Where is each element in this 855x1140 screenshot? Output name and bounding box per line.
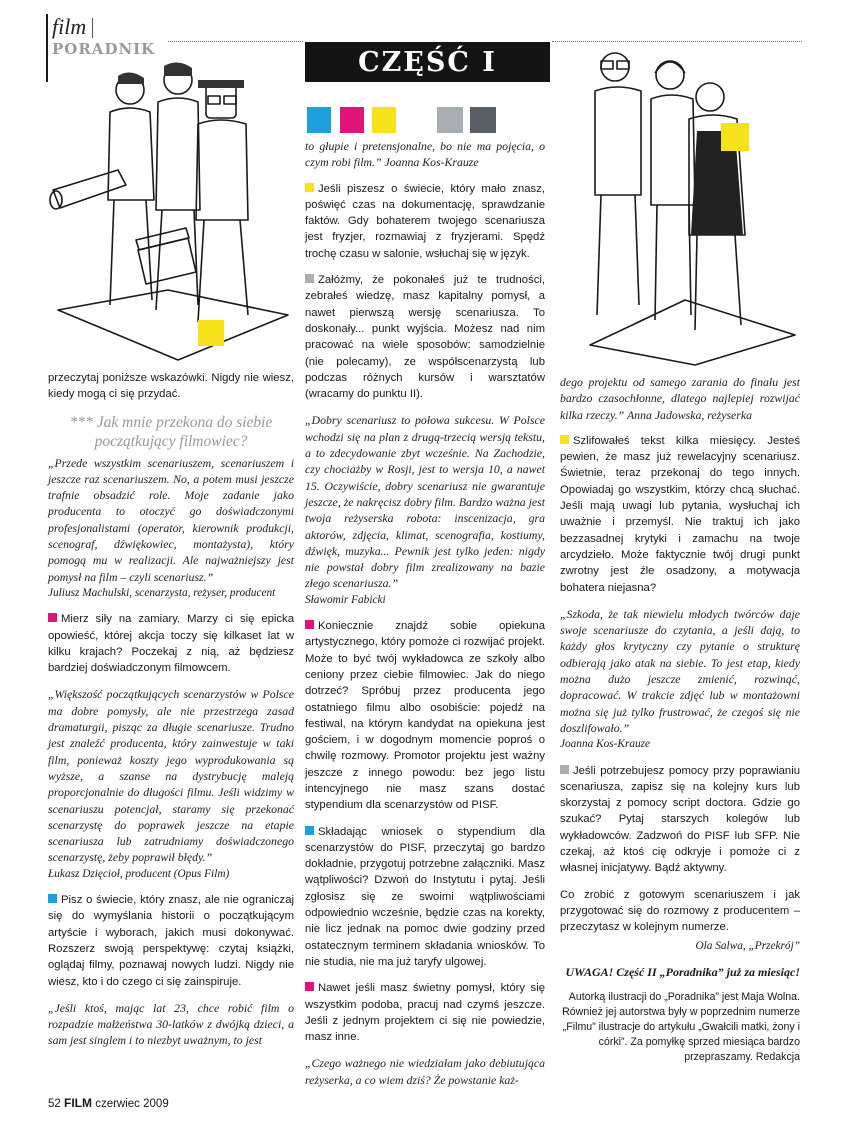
quote: „Przede wszystkim scenariuszem, scenariuszem i jeszcze raz scenariuszem. No, a potem musi jeszcze trafnie obsadzić role. Moje zadanie jako producenta to otoczyć go doświadczonymi profesjonalistami (operator, kierownik produkcji, scenograf, dźwiękowiec, montażysta), który pomogą mu w realizacji. Ale najważniejszy jest pomysł na film – czyli scenariusz.” <box>48 455 294 584</box>
quote-signature: Juliusz Machulski, scenarzysta, reżyser, producent <box>48 586 276 599</box>
swatch-yellow <box>372 107 396 133</box>
paragraph: Mierz siły na zamiary. Marzy ci się epicka opowieść, której akcja toczy się kilkaset lat w kilku krajach? Poczekaj z nią, aż będziesz bardziej doświadczonym filmowcem. <box>48 613 294 675</box>
grey-bullet-icon <box>305 274 314 283</box>
quote-signature: Joanna Kos-Krauze <box>560 738 651 751</box>
swatch-grey-dark <box>470 107 496 133</box>
swatch-magenta <box>340 107 364 133</box>
yellow-bullet-icon <box>560 435 569 444</box>
quote-continued: dego projektu od samego zarania do finału jest bardzo czasochłonne, dlatego najlepiej rozwijać kilka rzeczy.” <box>560 375 800 422</box>
swatch-cyan <box>307 107 331 133</box>
yellow-marker <box>721 123 749 151</box>
swatch-grey-light <box>437 107 463 133</box>
column-middle <box>305 138 545 1098</box>
paragraph: Pisz o świecie, który znasz, ale nie ograniczaj się do wymyślania historii o początkującym artyście i wyborach, jakich musi dokonywać. Rozszerz swoją perspektywę: czytaj książki, oglądaj filmy, poznawaj nowych ludzi. Nigdy nie wiesz, kto i do czego ci się zainspiruje. <box>48 894 294 988</box>
quote: „Jeśli ktoś, mając lat 23, chce robić film o rozpadzie małżeństwa 30-latków z dwójką dzieci, a sam jest singlem i to niezbyt uważnym, to jest <box>48 1000 294 1048</box>
yellow-bullet-icon <box>305 183 314 192</box>
quote: „Szkoda, że tak niewielu młodych twórców daje swoje scenariusze do czytania, a jeśli dają, to każdy głos krytyczny czy pytanie o strukturę odbierają jako atak na siebie. To jest etap, kiedy można dużo jeszcze zmienić, rozwinąć, dopracować. W trakcie zdjęć lub w montażowni można się już tylko frustrować, że czegoś się nie doszlifowało.” <box>560 606 800 735</box>
quote: „Większość początkujących scenarzystów w Polsce ma dobre pomysły, ale nie przestrzega zasad dramaturgii, pisząc za długie scenariusze. Trudno jest znaleźć producenta, który zainwestuje w taki film, ponieważ koszty jego wyprodukowania są wyższe, a szanse na dystrybucję maleją proporcjonalnie do długości filmu. Jeśli widzimy w scenariuszu potencjał, staramy się przekonać scenarzystę do poprawek jeszcze na etapie scenariusza lub zatrudniamy doświadczonego scenarzystę, żeby poprawił błędy.” <box>48 687 294 865</box>
floor-sheet-shape <box>590 300 795 365</box>
paragraph: Szlifowałeś tekst kilka miesięcy. Jesteś pewien, że masz już rewelacyjny scenariusz. Świetnie, teraz przekonaj do tego innych. Opowiadaj go wszystkim, którzy chcą słuchać. Jeśli mają uwagi lub pytania, wysłuchaj ich uważnie i przemyśl. Nie traktuj ich jako bezzasadnej krytyki i zamachu na twoje arcydzieło. Może faktycznie twój drugi punkt zwrotny jest źle osadzony, a motywacja bohatera niejasna? <box>560 434 800 594</box>
illustration-credit: Autorką ilustracji do „Poradnika” jest Maja Wolna. Również jej autorstwa były w poprzednim numerze „Filmu” ilustracje do artykułu „Gwałcili matki, żony i córki”. Za pomyłkę sprzed miesiąca bardzo przepraszamy. Redakcja <box>562 991 800 1064</box>
section-label: film <box>52 14 87 39</box>
section-divider <box>92 18 93 38</box>
paragraph: Załóżmy, że pokonałeś już te trudności, zebrałeś wiedzę, masz kapitalny pomysł, a nawet pierwszą wersję scenariusza. To doskonały... punkt wyjścia. Możesz nad nim pracować na wiele sposobów: samodzielnie (nie polecamy), ze współscenarzystą lub podczas różnych kursów i warsztatów (wracamy do punktu II). <box>305 274 545 401</box>
quote-signature: Łukasz Dzięcioł, producent (Opus Film) <box>48 867 230 880</box>
magenta-bullet-icon <box>305 620 314 629</box>
header-dotted-line <box>552 41 802 42</box>
quote-continued: to głupie i pretensjonalne, bo nie ma pojęcia, o czym robi film.” <box>305 139 545 170</box>
paragraph: Jeśli potrzebujesz pomocy przy poprawianiu scenariusza, zapisz się na kolejny kurs lub skorzystaj z pomocy script doctora. Gdzie go szukać? Pytaj starszych kolegów lub wykładowców. Zadzwoń do PISF lub SFP. Nie czekaj, aż ktoś cię odkryje i pomoże ci z własnej inicjatywy. Bądź aktywny. <box>560 764 800 875</box>
cyan-bullet-icon <box>305 826 314 835</box>
column-right <box>560 374 800 1075</box>
magazine-name: FILM <box>64 1096 92 1110</box>
cyan-bullet-icon <box>48 894 57 903</box>
column-left <box>48 370 294 1059</box>
quote-signature: Sławomir Fabicki <box>305 593 386 606</box>
paragraph: Koniecznie znajdź sobie opiekuna artystycznego, który pomoże ci rozwijać projekt. Może to być twój wykładowca ze szkoły albo ceniony przez ciebie filmowiec. Jak do niego dotrzeć? Spróbuj przez producenta jego ostatniego filmu albo osobiście: pojedź na festiwal, na którym kandydat na opiekuna jest gościem, i w dogodnym momencie poproś o chwilę rozmowy. Promotor projektu jest ważny jeszcze z innego powodu: bez jego listu intencyjnego nie masz szans dostać stypendium dla scenarzystów od PISF. <box>305 620 545 812</box>
paragraph: Co zrobić z gotowym scenariuszem i jak przygotować się do rozmowy z producentem – przeczytasz w kolejnym numerze. <box>560 888 800 934</box>
magenta-bullet-icon <box>305 982 314 991</box>
quote-signature: Anna Jadowska, reżyserka <box>626 407 753 422</box>
author-signature: Ola Salwa, „Przekrój” <box>695 939 800 952</box>
grey-bullet-icon <box>560 765 569 774</box>
header-dotted-line <box>168 41 303 42</box>
intro-text: przeczytaj poniższe wskazówki. Nigdy nie wiesz, kiedy mogą ci się przydać. <box>48 372 294 401</box>
section-name: PORADNIK <box>52 40 156 58</box>
quote: „Dobry scenariusz to połowa sukcesu. W Polsce wchodzi się na plan z drugą-trzecią wersją tekstu, a to zdecydowanie zbyt wcześnie. Na Zachodzie, czy chociażby w Rosji, jest to wersja 10, a nawet 15. Oczywiście, dobry scenariusz nie gwarantuje jeszcze, że nakręcisz dobry film. Bardzo ważna jest twoja reżyserska robota: inscenizacja, gra aktorów, zdjęcia, klimat, scenografia, kostiumy, dźwięk, muzyka... Pewnik jest tylko jeden: nigdy nie powstał dobry film zrealizowany na bazie złego scenariusza.” <box>305 413 545 591</box>
paragraph: Nawet jeśli masz świetny pomysł, który się wszystkim podoba, pracuj nad czymś jeszcze. Jeśli z jednym projektem ci się nie powiedzie, masz inne. <box>305 982 545 1044</box>
quote: „Czego ważnego nie wiedziałam jako debiutująca reżyserka, a co wiem dziś? Że powstanie każ- <box>305 1056 545 1087</box>
page-number: 52 <box>48 1098 61 1110</box>
issue-date: czerwiec 2009 <box>95 1098 169 1110</box>
next-issue-notice: UWAGA! Część II „Poradnika” już za miesiąc! <box>565 964 800 979</box>
floor-sheet-shape <box>58 290 288 360</box>
magenta-bullet-icon <box>48 613 57 622</box>
group-of-three-people-right-illustration <box>585 45 805 370</box>
part-title: CZĘŚĆ I <box>305 42 550 82</box>
group-of-three-people-illustration <box>48 60 298 370</box>
paragraph: Składając wniosek o stypendium dla scenarzystów do PISF, przeczytaj go bardzo dokładnie, przygotuj potrzebne załączniki. Masz wątpliwości? Dzwoń do Instytutu i pytaj. Jeśli zgłosisz się ze swoimi wątpliwościami odpowiednio wcześnie, będzie czas na korekty, nie licz jednak na pomoc dwie godziny przed ostatecznym terminem składania wniosków. To nie studia, nie ma już taryfy ulgowej. <box>305 825 545 968</box>
yellow-marker <box>198 320 224 346</box>
film-clapperboard-icon <box>138 238 196 284</box>
subheading: *** Jak mnie przekona do siebie początkujący filmowiec? <box>69 413 273 450</box>
paragraph: Jeśli piszesz o świecie, który mało znasz, poświęć czas na dokumentację, sprawdzanie faktów. Gdy bohaterem twojego scenariusza jest fryzjer, rozmawiaj z fryzjerami. Spędź trochę czasu w salonie, wsłuchaj się w język. <box>305 182 545 260</box>
page-footer <box>48 1096 169 1110</box>
quote-signature: Joanna Kos-Krauze <box>384 155 479 170</box>
poster-roll-icon <box>53 170 126 208</box>
